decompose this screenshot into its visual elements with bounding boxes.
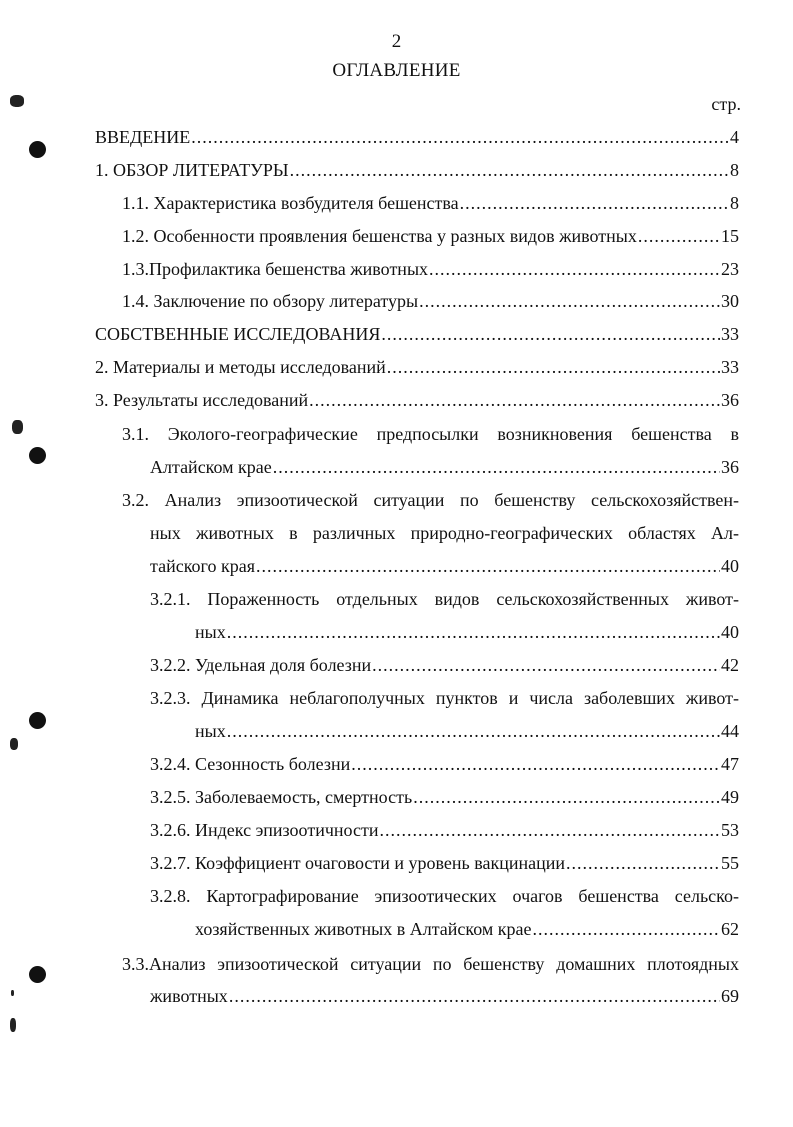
binder-hole: [29, 712, 46, 729]
toc-entry-3-2-line2: ных животных в различных природно-географических областях Ал-: [150, 523, 739, 543]
scan-mark: [11, 990, 14, 996]
toc-entry-2: 2. Материалы и методы исследований ..... 33: [95, 357, 739, 378]
toc-entry-3-2-7: 3.2.7. Коэффициент очаговости и уровень вакцинации ..... 55: [150, 853, 739, 874]
binder-hole: [29, 141, 46, 158]
toc-entry-3-2-3-line2: ных ..... 44: [195, 721, 739, 742]
toc-entry-3: 3. Результаты исследований ..... 36: [95, 390, 739, 411]
scan-mark: [12, 420, 23, 434]
toc-entry-3-3-line1: 3.3.Анализ эпизоотической ситуации по бешенству домашних плотоядных: [122, 954, 739, 974]
toc-entry-1-3: 1.3.Профилактика бешенства животных ..... 23: [122, 259, 739, 280]
toc-entry-1-2: 1.2. Особенности проявления бешенства у разных видов животных ..... 15: [122, 226, 739, 247]
toc-entry-3-3-line2: животных ..... 69: [150, 986, 739, 1007]
binder-hole: [29, 966, 46, 983]
toc-entry-3-2-4: 3.2.4. Сезонность болезни ..... 47: [150, 754, 739, 775]
scan-mark: [10, 1018, 16, 1032]
toc-entry-own-research: СОБСТВЕННЫЕ ИССЛЕДОВАНИЯ ..... 33: [95, 324, 739, 345]
scan-mark: [10, 95, 24, 107]
toc-entry-3-2-1-line2: ных ..... 40: [195, 622, 739, 643]
toc-entry-3-2-5: 3.2.5. Заболеваемость, смертность ..... 49: [150, 787, 739, 808]
toc-entry-3-2-6: 3.2.6. Индекс эпизоотичности ..... 53: [150, 820, 739, 841]
page-number: 2: [391, 31, 402, 52]
toc-entry-intro: ВВЕДЕНИЕ ..... 4: [95, 127, 739, 148]
toc-title: ОГЛАВЛЕНИЕ: [332, 60, 461, 81]
toc-entry-3-1-line1: 3.1. Эколого-географические предпосылки возникновения бешенства в: [122, 424, 739, 444]
toc-entry-3-1-line2: Алтайском крае ..... 36: [150, 457, 739, 478]
page-column-label: стр.: [711, 94, 741, 114]
toc-entry-3-2-line3: тайского края ..... 40: [150, 556, 739, 577]
toc-entry-1: 1. ОБЗОР ЛИТЕРАТУРЫ ..... 8: [95, 160, 739, 181]
toc-entry-1-4: 1.4. Заключение по обзору литературы ..... 30: [122, 291, 739, 312]
binder-hole: [29, 447, 46, 464]
scan-mark: [10, 738, 18, 750]
toc-entry-3-2-2: 3.2.2. Удельная доля болезни ..... 42: [150, 655, 739, 676]
toc-entry-3-2-8-line1: 3.2.8. Картографирование эпизоотических очагов бешенства сельско-: [150, 886, 739, 906]
toc-entry-1-1: 1.1. Характеристика возбудителя бешенства ..... 8: [122, 193, 739, 214]
toc-entry-3-2-3-line1: 3.2.3. Динамика неблагополучных пунктов и числа заболевших живот-: [150, 688, 739, 708]
toc-entry-3-2-line1: 3.2. Анализ эпизоотической ситуации по бешенству сельскохозяйствен-: [122, 490, 739, 510]
toc-entry-3-2-1-line1: 3.2.1. Пораженность отдельных видов сельскохозяйственных живот-: [150, 589, 739, 609]
toc-entry-3-2-8-line2: хозяйственных животных в Алтайском крае ..... 62: [195, 919, 739, 940]
